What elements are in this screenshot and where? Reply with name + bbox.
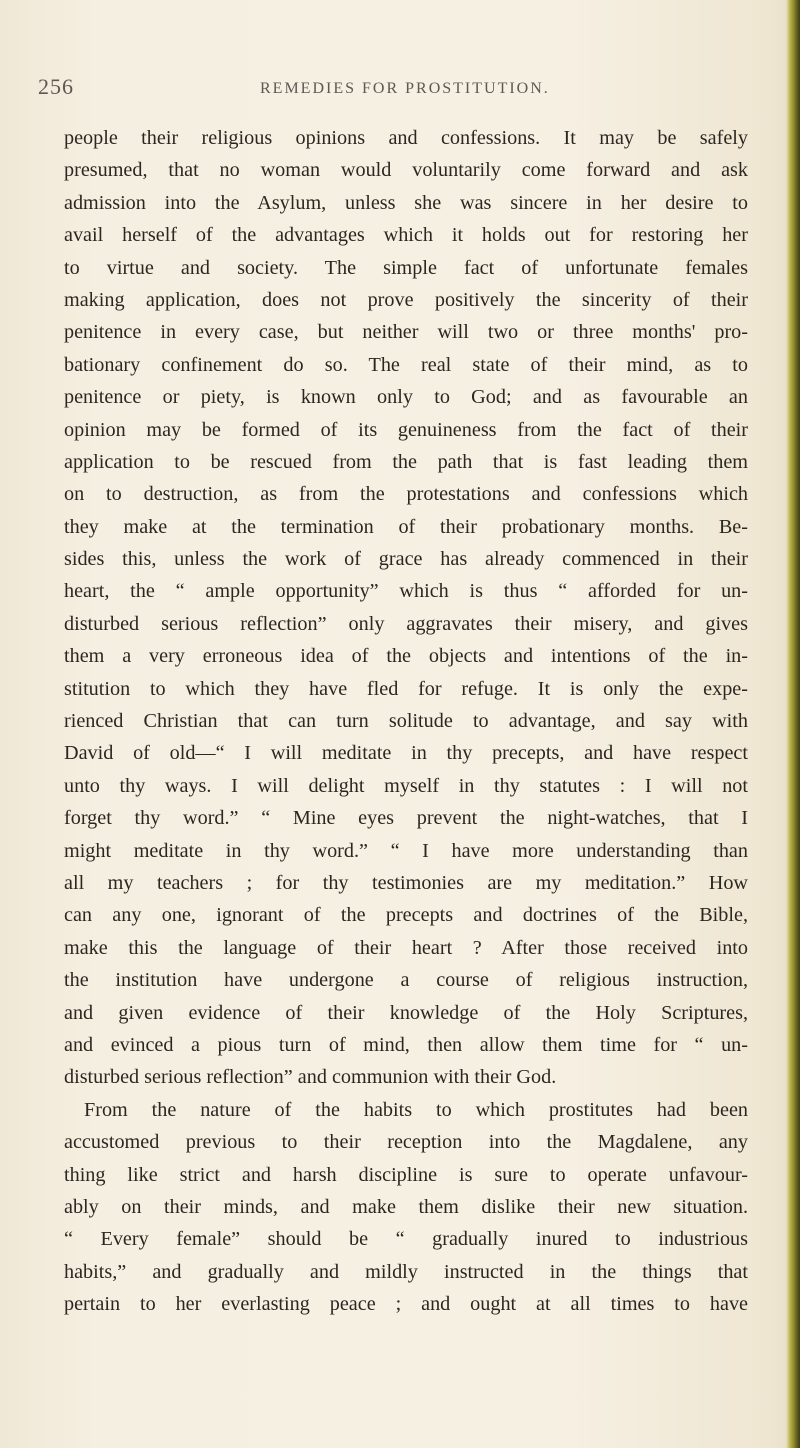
text-line: presumed, that no woman would voluntarily come forward and ask — [64, 159, 748, 182]
text-line: admission into the Asylum, unless she was sincere in her desire to — [64, 191, 748, 214]
text-line: and evinced a pious turn of mind, then allow them time for “ un- — [64, 1033, 748, 1056]
text-line: “ Every female” should be “ gradually inured to industrious — [64, 1228, 748, 1251]
text-line: ably on their minds, and make them dislike their new situation. — [64, 1195, 748, 1218]
text-line: they make at the termination of their probationary months. Be- — [64, 515, 748, 538]
text-line: disturbed serious reflection” and communion with their God. — [64, 1066, 557, 1089]
text-line: making application, does not prove positively the sincerity of their — [64, 288, 748, 311]
text-line: all my teachers ; for thy testimonies are my meditation.” How — [64, 871, 748, 894]
text-line: habits,” and gradually and mildly instructed in the things that — [64, 1260, 748, 1283]
text-line: to virtue and society. The simple fact of unfortunate females — [64, 256, 748, 279]
text-line: them a very erroneous idea of the objects and intentions of the in- — [64, 645, 748, 668]
text-line: heart, the “ ample opportunity” which is thus “ afforded for un- — [64, 580, 748, 603]
body-text — [64, 122, 748, 1320]
text-line: bationary confinement do so. The real state of their mind, as to — [64, 353, 748, 376]
page-edge-shadow — [786, 0, 800, 1448]
running-head — [38, 74, 758, 104]
text-line: the institution have undergone a course of religious instruction, — [64, 969, 748, 992]
text-line: stitution to which they have fled for refuge. It is only the expe- — [64, 677, 748, 700]
text-line: penitence or piety, is known only to God; and as favourable an — [64, 386, 748, 409]
text-line: and given evidence of their knowledge of the Holy Scriptures, — [64, 1001, 748, 1024]
text-line: people their religious opinions and confessions. It may be safely — [64, 127, 748, 149]
text-line: on to destruction, as from the protestations and confessions which — [64, 483, 748, 506]
text-line: pertain to her everlasting peace ; and ought at all times to have — [64, 1293, 748, 1316]
text-line: opinion may be formed of its genuineness from the fact of their — [64, 418, 748, 441]
text-line: disturbed serious reflection” only aggravates their misery, and gives — [64, 612, 748, 635]
text-line: avail herself of the advantages which it holds out for restoring her — [64, 224, 748, 247]
text-line: application to be rescued from the path that is fast leading them — [64, 450, 748, 473]
text-line: thing like strict and harsh discipline is sure to operate unfavour- — [64, 1163, 748, 1186]
text-line: unto thy ways. I will delight myself in thy statutes : I will not — [64, 774, 748, 797]
text-line: might meditate in thy word.” “ I have more understanding than — [64, 839, 748, 862]
running-head-title: REMEDIES FOR PROSTITUTION. — [260, 80, 550, 97]
text-line: accustomed previous to their reception into the Magdalene, any — [64, 1131, 748, 1154]
text-line: penitence in every case, but neither will two or three months' pro- — [64, 321, 748, 344]
paragraph-start-line: From the nature of the habits to which prostitutes had been — [84, 1098, 748, 1121]
page-number: 256 — [38, 74, 74, 99]
text-line: David of old—“ I will meditate in thy precepts, and have respect — [64, 742, 748, 765]
text-line: rienced Christian that can turn solitude to advantage, and say with — [64, 710, 748, 733]
text-line: forget thy word.” “ Mine eyes prevent the night-watches, that I — [64, 807, 748, 830]
text-line: make this the language of their heart ? After those received into — [64, 936, 748, 959]
text-line: sides this, unless the work of grace has already commenced in their — [64, 548, 748, 571]
text-line: can any one, ignorant of the precepts and doctrines of the Bible, — [64, 904, 748, 927]
